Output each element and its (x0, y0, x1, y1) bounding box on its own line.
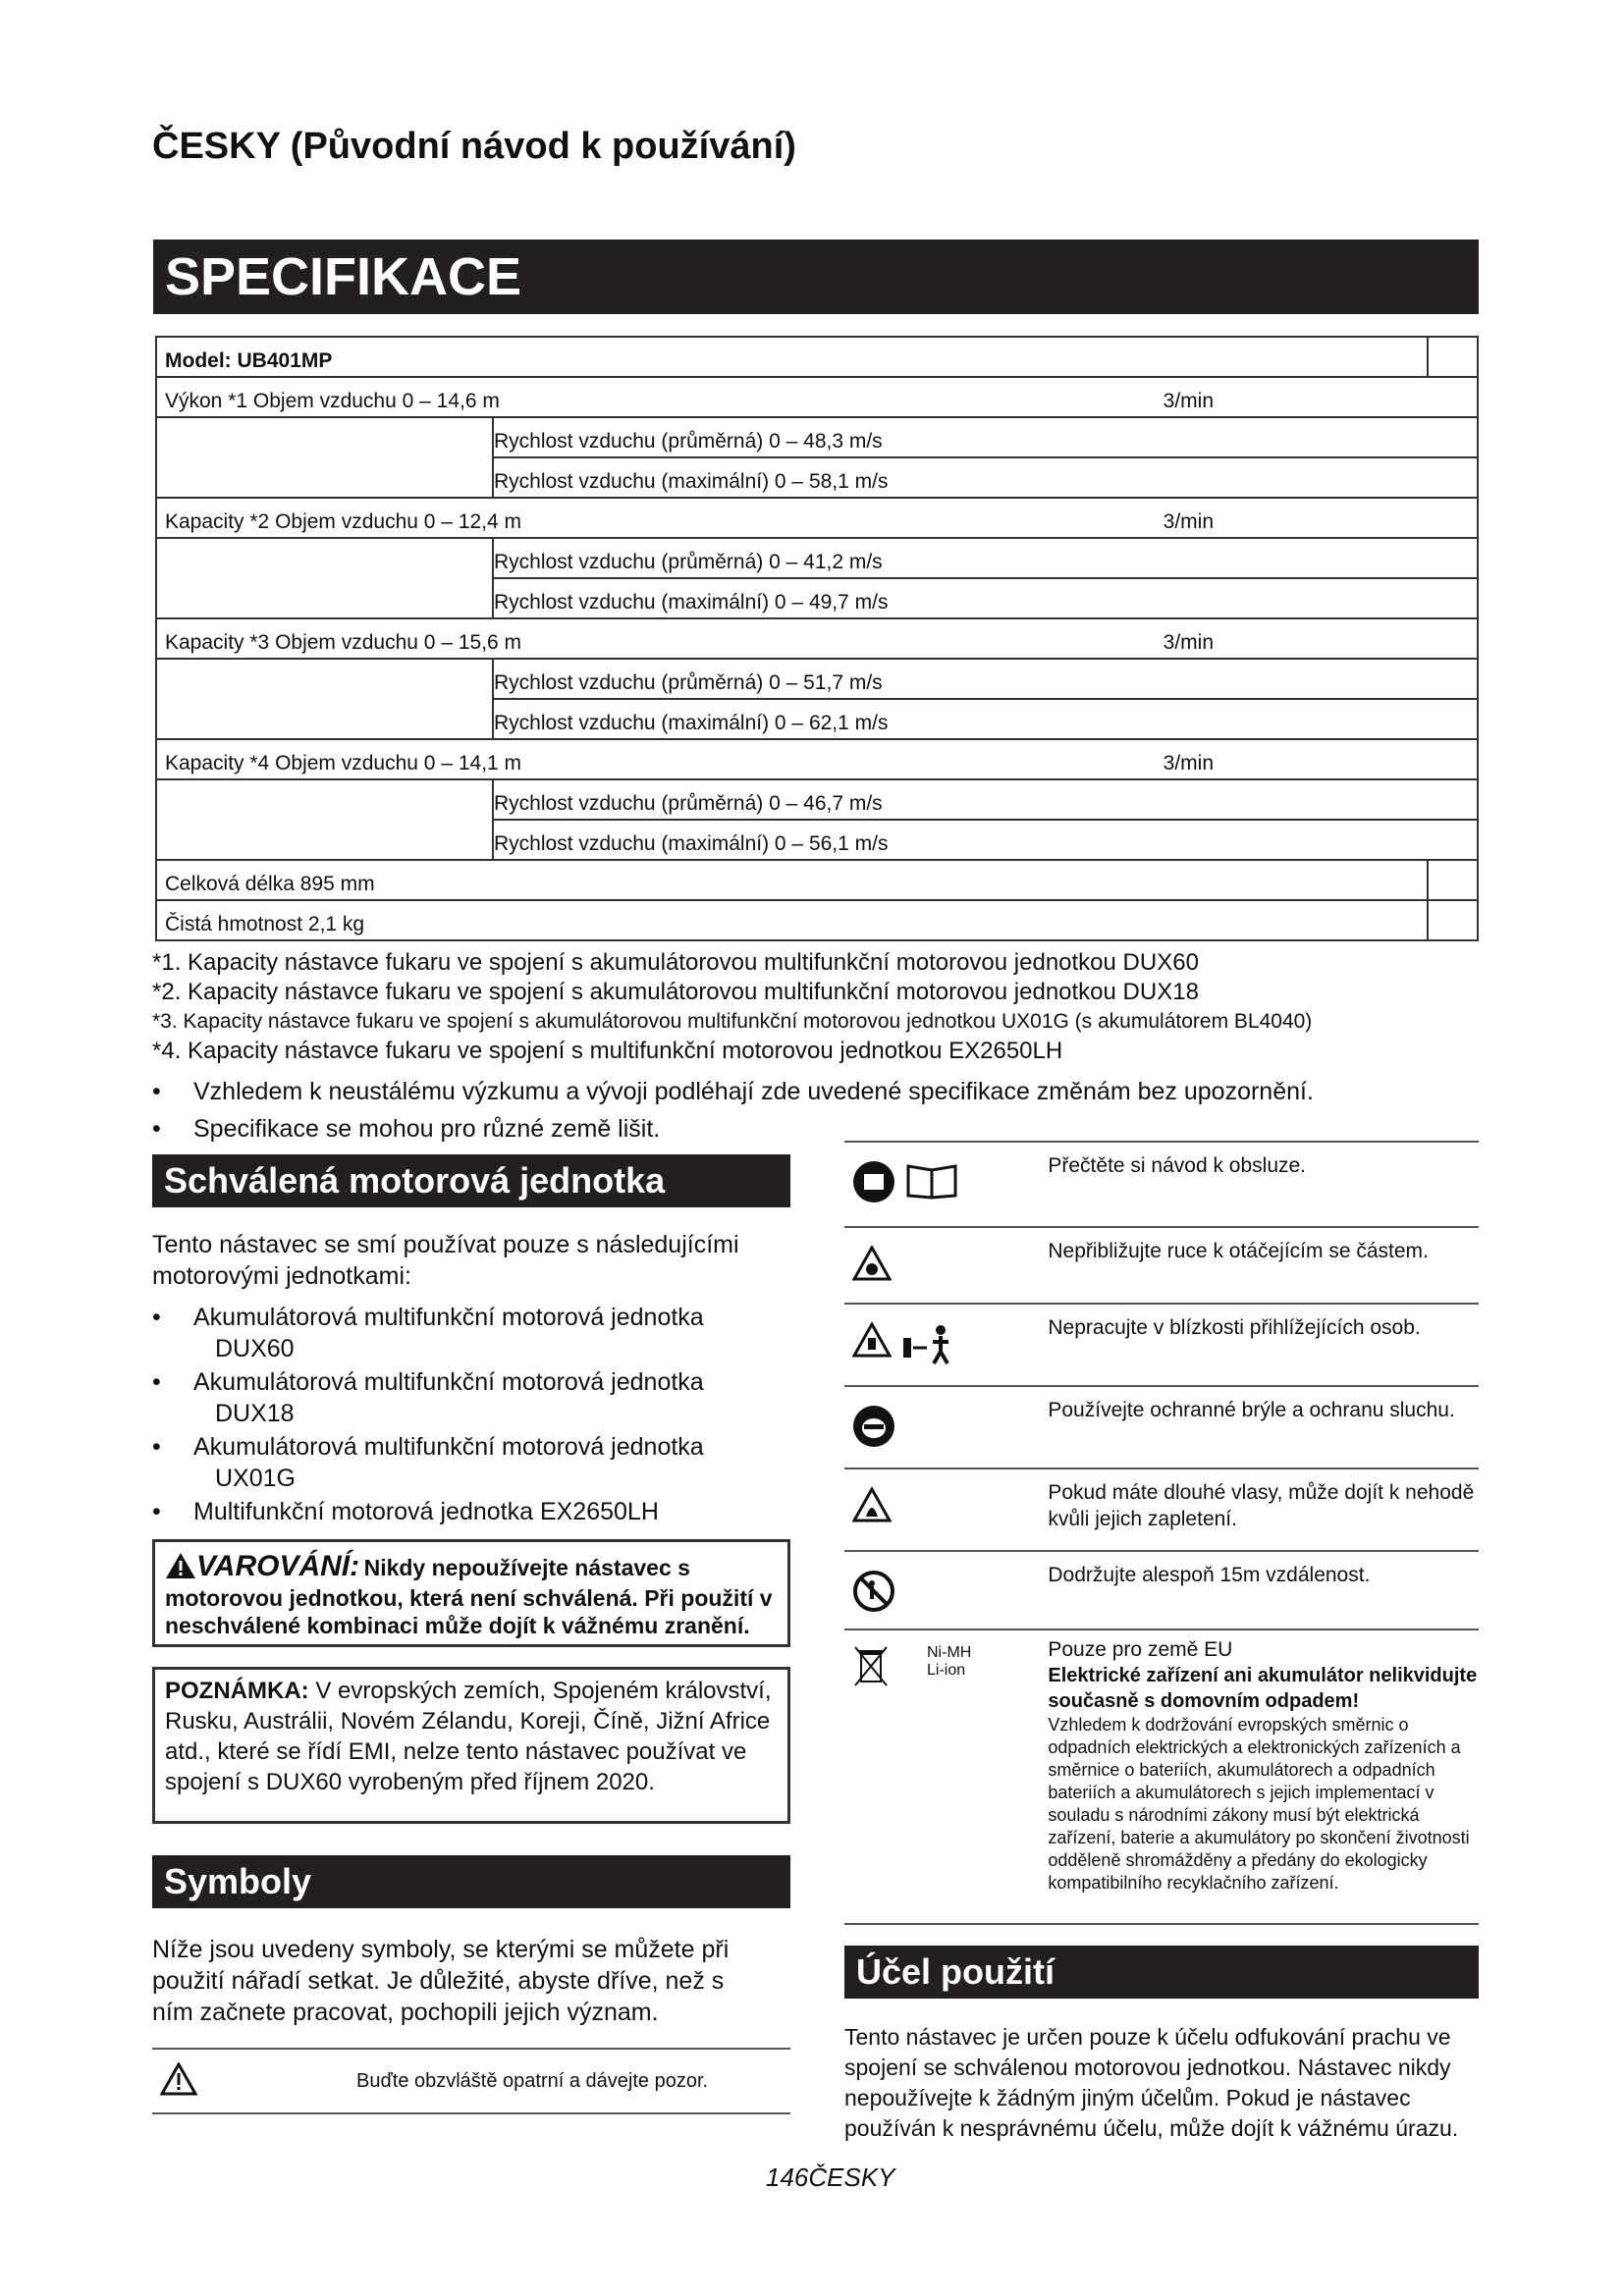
purpose-section (844, 1946, 1479, 2144)
table-row: Celková délka 895 mm (156, 860, 1478, 900)
table-row: Pokud máte dlouhé vlasy, může dojít k nehodě kvůli jejich zapletení. (844, 1468, 1479, 1550)
list-item: • Akumulátorová multifunkční motorová jednotka DUX60 (152, 1302, 790, 1364)
table-row: Rychlost vzduchu (průměrná) 0 – 51,7 m/s (156, 659, 1478, 699)
rotating-parts-icon (844, 1228, 1048, 1303)
model-cell: Model: UB401MP (156, 337, 1428, 377)
table-row: Kapacity *3 Objem vzduchu 0 – 15,6 m 3/min (156, 618, 1478, 659)
list-item: • Akumulátorová multifunkční motorová jednotka DUX18 (152, 1366, 790, 1429)
caution-icon (152, 2062, 356, 2101)
table-row: Dodržujte alespoň 15m vzdálenost. (844, 1550, 1479, 1629)
table-row: Nepřibližujte ruce k otáčejícím se částem. (844, 1226, 1479, 1303)
table-row: Používejte ochranné brýle a ochranu sluchu. (844, 1385, 1479, 1468)
spec-title-bar: SPECIFIKACE (153, 240, 1479, 314)
list-item: • Vzhledem k neustálému výzkumu a vývoji podléhají zde uvedené specifikace změnám bez upozornění. (152, 1073, 1314, 1110)
bystanders-icon (844, 1305, 1048, 1385)
list-item: • Multifunkční motorová jednotka EX2650LH (152, 1496, 790, 1527)
keep-distance-icon (844, 1552, 1048, 1629)
table-row: Přečtěte si návod k obsluze. (844, 1141, 1479, 1226)
footnotes: *1. Kapacity nástavce fukaru ve spojení s akumulátorovou multifunkční motorovou jednotkou DUX60 *2. Kapacity nástavce fukaru ve spojení s akumulátorovou multifunkční motorovou jednotkou DUX18 *3. Kapacity nástavce fukaru ve spojení s akumulátorovou multifunkční motorovou jednotkou UX01G (s akumulátorem BL4040) *4. Kapacity nástavce fukaru ve spojení s multifunkční motorovou jednotkou EX2650LH (152, 949, 1313, 1064)
table-row: Rychlost vzduchu (maximální) 0 – 62,1 m/s (156, 699, 1478, 739)
symbols-title: Symboly (152, 1855, 790, 1908)
weee-bin-icon: Ni-MH Li-ion (844, 1630, 1048, 1923)
table-row: Ni-MH Li-ion Pouze pro země EU Elektrické zařízení ani akumulátor nelikvidujte současně s domovním odpadem! Vzhledem k dodržování evropských směrnic o odpadních elektrických a elektronických zařízeních a směrnice o bateriích, akumulátorech a odpadních bateriích a akumulátorech s jejich implementací v souladu s národními zákony musí být elektrická zařízení, baterie a akumulátory po skončení životnosti odděleně shromážděny a předány do ekologicky kompatibilního recyklačního zařízení. (844, 1629, 1479, 1925)
caution-text: Buďte obzvláště opatrní a dávejte pozor. (356, 2069, 709, 2092)
note-label: POZNÁMKA: (165, 1678, 309, 1704)
table-row (156, 337, 1478, 377)
note-text: V evropských zemích, Spojeném království, Rusku, Austrálii, Novém Zélandu, Koreji, Číně, Jižní Africe atd., které se řídí EMI, nelze tento nástavec používat ve spojení s DUX60 vyrobeným před říjnem 2020. (165, 1678, 772, 1795)
warning-label: VAROVÁNÍ: (196, 1550, 360, 1582)
table-row: Rychlost vzduchu (průměrná) 0 – 46,7 m/s (156, 779, 1478, 820)
read-manual-icon (844, 1143, 1048, 1226)
approved-title: Schválená motorová jednotka (152, 1154, 790, 1207)
table-row: Rychlost vzduchu (průměrná) 0 – 41,2 m/s (156, 538, 1478, 578)
table-row: Kapacity *4 Objem vzduchu 0 – 14,1 m 3/min (156, 739, 1478, 779)
approved-section (152, 1154, 790, 2114)
approved-intro: Tento nástavec se smí používat pouze s následujícími motorovými jednotkami: (152, 1231, 739, 1290)
list-item: • Akumulátorová multifunkční motorová jednotka UX01G (152, 1431, 790, 1494)
warning-box (152, 1539, 790, 1647)
symbols-intro: Níže jsou uvedeny symboly, se kterými se můžete při použití nářadí setkat. Je důležité, abyste dříve, než s ním začnete pracovat, pochopili jejich význam. (152, 1936, 730, 2026)
list-item: • Specifikace se mohou pro různé země lišit. (152, 1110, 1314, 1148)
table-row: Rychlost vzduchu (maximální) 0 – 58,1 m/s (156, 457, 1478, 498)
purpose-title: Účel použití (844, 1946, 1479, 1999)
warning-icon (165, 1552, 196, 1584)
spec-table (155, 336, 1479, 941)
table-row: Kapacity *2 Objem vzduchu 0 – 12,4 m 3/min (156, 498, 1478, 538)
purpose-text: Tento nástavec je určen pouze k účelu odfukování prachu ve spojení se schválenou motorovou jednotkou. Nástavec nikdy nepoužívejte k žádným jiným účelům. Pokud je nástavec používán k nesprávnému účelu, může dojít k vážnému úrazu. (844, 2024, 1459, 2141)
table-row: Rychlost vzduchu (maximální) 0 – 56,1 m/s (156, 820, 1478, 860)
table-row: Čistá hmotnost 2,1 kg (156, 900, 1478, 940)
page-number: 146ČESKY (766, 2163, 895, 2192)
table-row: Nepracujte v blízkosti přihlížejících osob. (844, 1303, 1479, 1385)
spec-notes (152, 1073, 1314, 1148)
table-row: Výkon *1 Objem vzduchu 0 – 14,6 m 3/min (156, 377, 1478, 417)
note-box (152, 1667, 790, 1824)
symbol-table (844, 1141, 1479, 1925)
table-row: Rychlost vzduchu (maximální) 0 – 49,7 m/s (156, 578, 1478, 618)
approved-list (152, 1302, 790, 1527)
table-row: Rychlost vzduchu (průměrná) 0 – 48,3 m/s (156, 417, 1478, 457)
long-hair-icon (844, 1469, 1048, 1550)
warning-text: Nikdy nepoužívejte nástavec s motorovou jednotkou, která není schválená. Při použití v neschválené kombinaci může dojít k vážnému zranění. (165, 1555, 773, 1638)
eye-ear-protection-icon (844, 1387, 1048, 1468)
caution-row (152, 2048, 790, 2114)
page-heading: ČESKY (Původní návod k používání) (152, 126, 796, 167)
